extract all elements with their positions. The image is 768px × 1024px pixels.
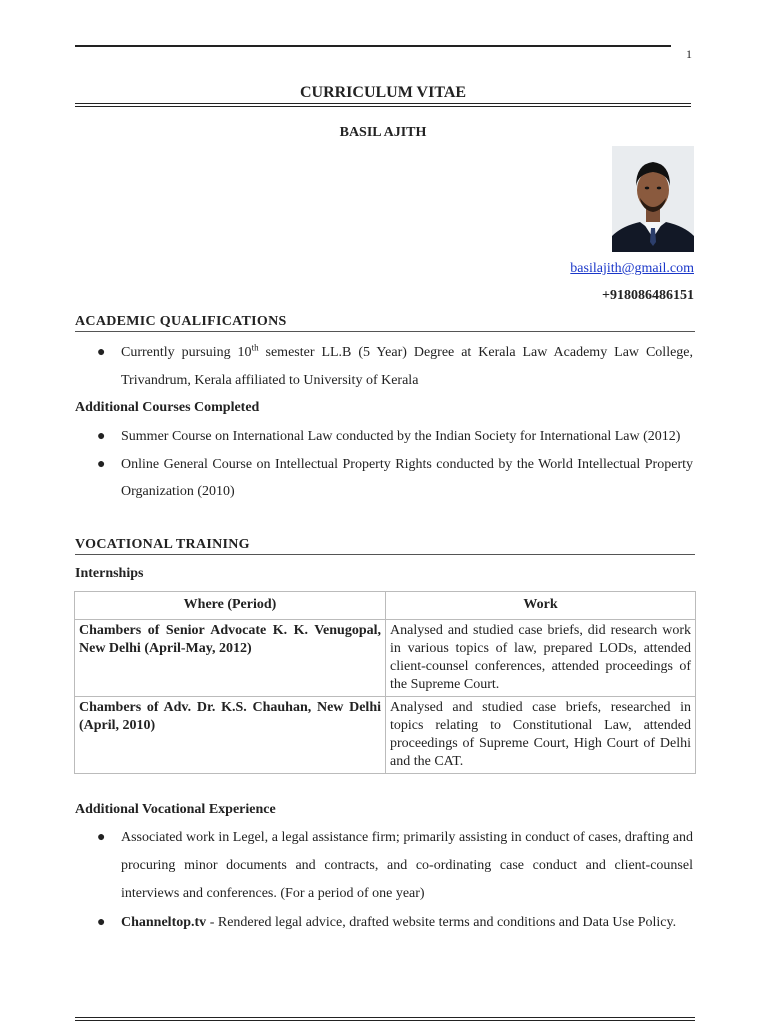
page-title: CURRICULUM VITAE xyxy=(299,84,467,101)
bullet-icon: ● xyxy=(97,345,106,360)
where-cell: Chambers of Adv. Dr. K.S. Chauhan, New Delhi (April, 2010) xyxy=(75,697,386,774)
table-header-row xyxy=(75,592,696,620)
candidate-name: BASIL AJITH xyxy=(339,125,427,140)
experience-list xyxy=(75,824,693,932)
bullet-icon: ● xyxy=(97,915,106,930)
table-row xyxy=(75,697,696,774)
bullet-icon: ● xyxy=(97,830,106,845)
vocational-heading: VOCATIONAL TRAINING xyxy=(75,537,695,555)
bullet-icon: ● xyxy=(97,457,106,472)
footer-rule xyxy=(75,1017,695,1021)
experience-heading: Additional Vocational Experience xyxy=(75,802,276,817)
work-cell: Analysed and studied case briefs, did research work in various topics of law, prepared LODs, attended client-counsel conferences, attended proceedings of the Supreme Court. xyxy=(386,620,696,697)
academic-list xyxy=(75,339,693,395)
profile-photo xyxy=(612,146,694,252)
table-row xyxy=(75,620,696,697)
list-item: ● Currently pursuing 10th semester LL.B (5 Year) Degree at Kerala Law Academy Law College, Trivandrum, Kerala affiliated to University of Kerala xyxy=(75,339,693,395)
courses-heading: Additional Courses Completed xyxy=(75,400,260,415)
where-cell: Chambers of Senior Advocate K. K. Venugopal, New Delhi (April-May, 2012) xyxy=(75,620,386,697)
internships-table xyxy=(74,591,696,774)
courses-list xyxy=(75,423,693,505)
work-cell: Analysed and studied case briefs, researched in topics relating to Constitutional Law, attended proceedings of Supreme Court, High Court of Delhi and the CAT. xyxy=(386,697,696,774)
list-item: ● Summer Course on International Law conducted by the Indian Society for International Law (2012) xyxy=(75,423,693,450)
internships-heading: Internships xyxy=(75,566,144,581)
header-rule xyxy=(75,45,671,47)
page-number: 1 xyxy=(686,47,692,61)
phone-number: +918086486151 xyxy=(602,288,694,303)
person-portrait-icon xyxy=(612,146,694,252)
email-link[interactable]: basilajith@gmail.com xyxy=(570,261,694,276)
bullet-icon: ● xyxy=(97,429,106,444)
list-item: ● Channeltop.tv - Rendered legal advice, drafted website terms and conditions and Data Use Policy. xyxy=(97,915,677,930)
title-underline xyxy=(75,103,691,107)
column-header-where: Where (Period) xyxy=(75,592,386,620)
column-header-work: Work xyxy=(386,592,696,620)
academic-heading: ACADEMIC QUALIFICATIONS xyxy=(75,314,695,332)
list-item: ● Associated work in Legel, a legal assistance firm; primarily assisting in conduct of cases, drafting and procuring minor documents and contracts, and co-ordinating case conduct and client-counsel interviews and conferences. (For a period of one year) xyxy=(75,824,693,908)
list-item: ● Online General Course on Intellectual Property Rights conducted by the World Intellectual Property Organization (2010) xyxy=(75,451,693,505)
